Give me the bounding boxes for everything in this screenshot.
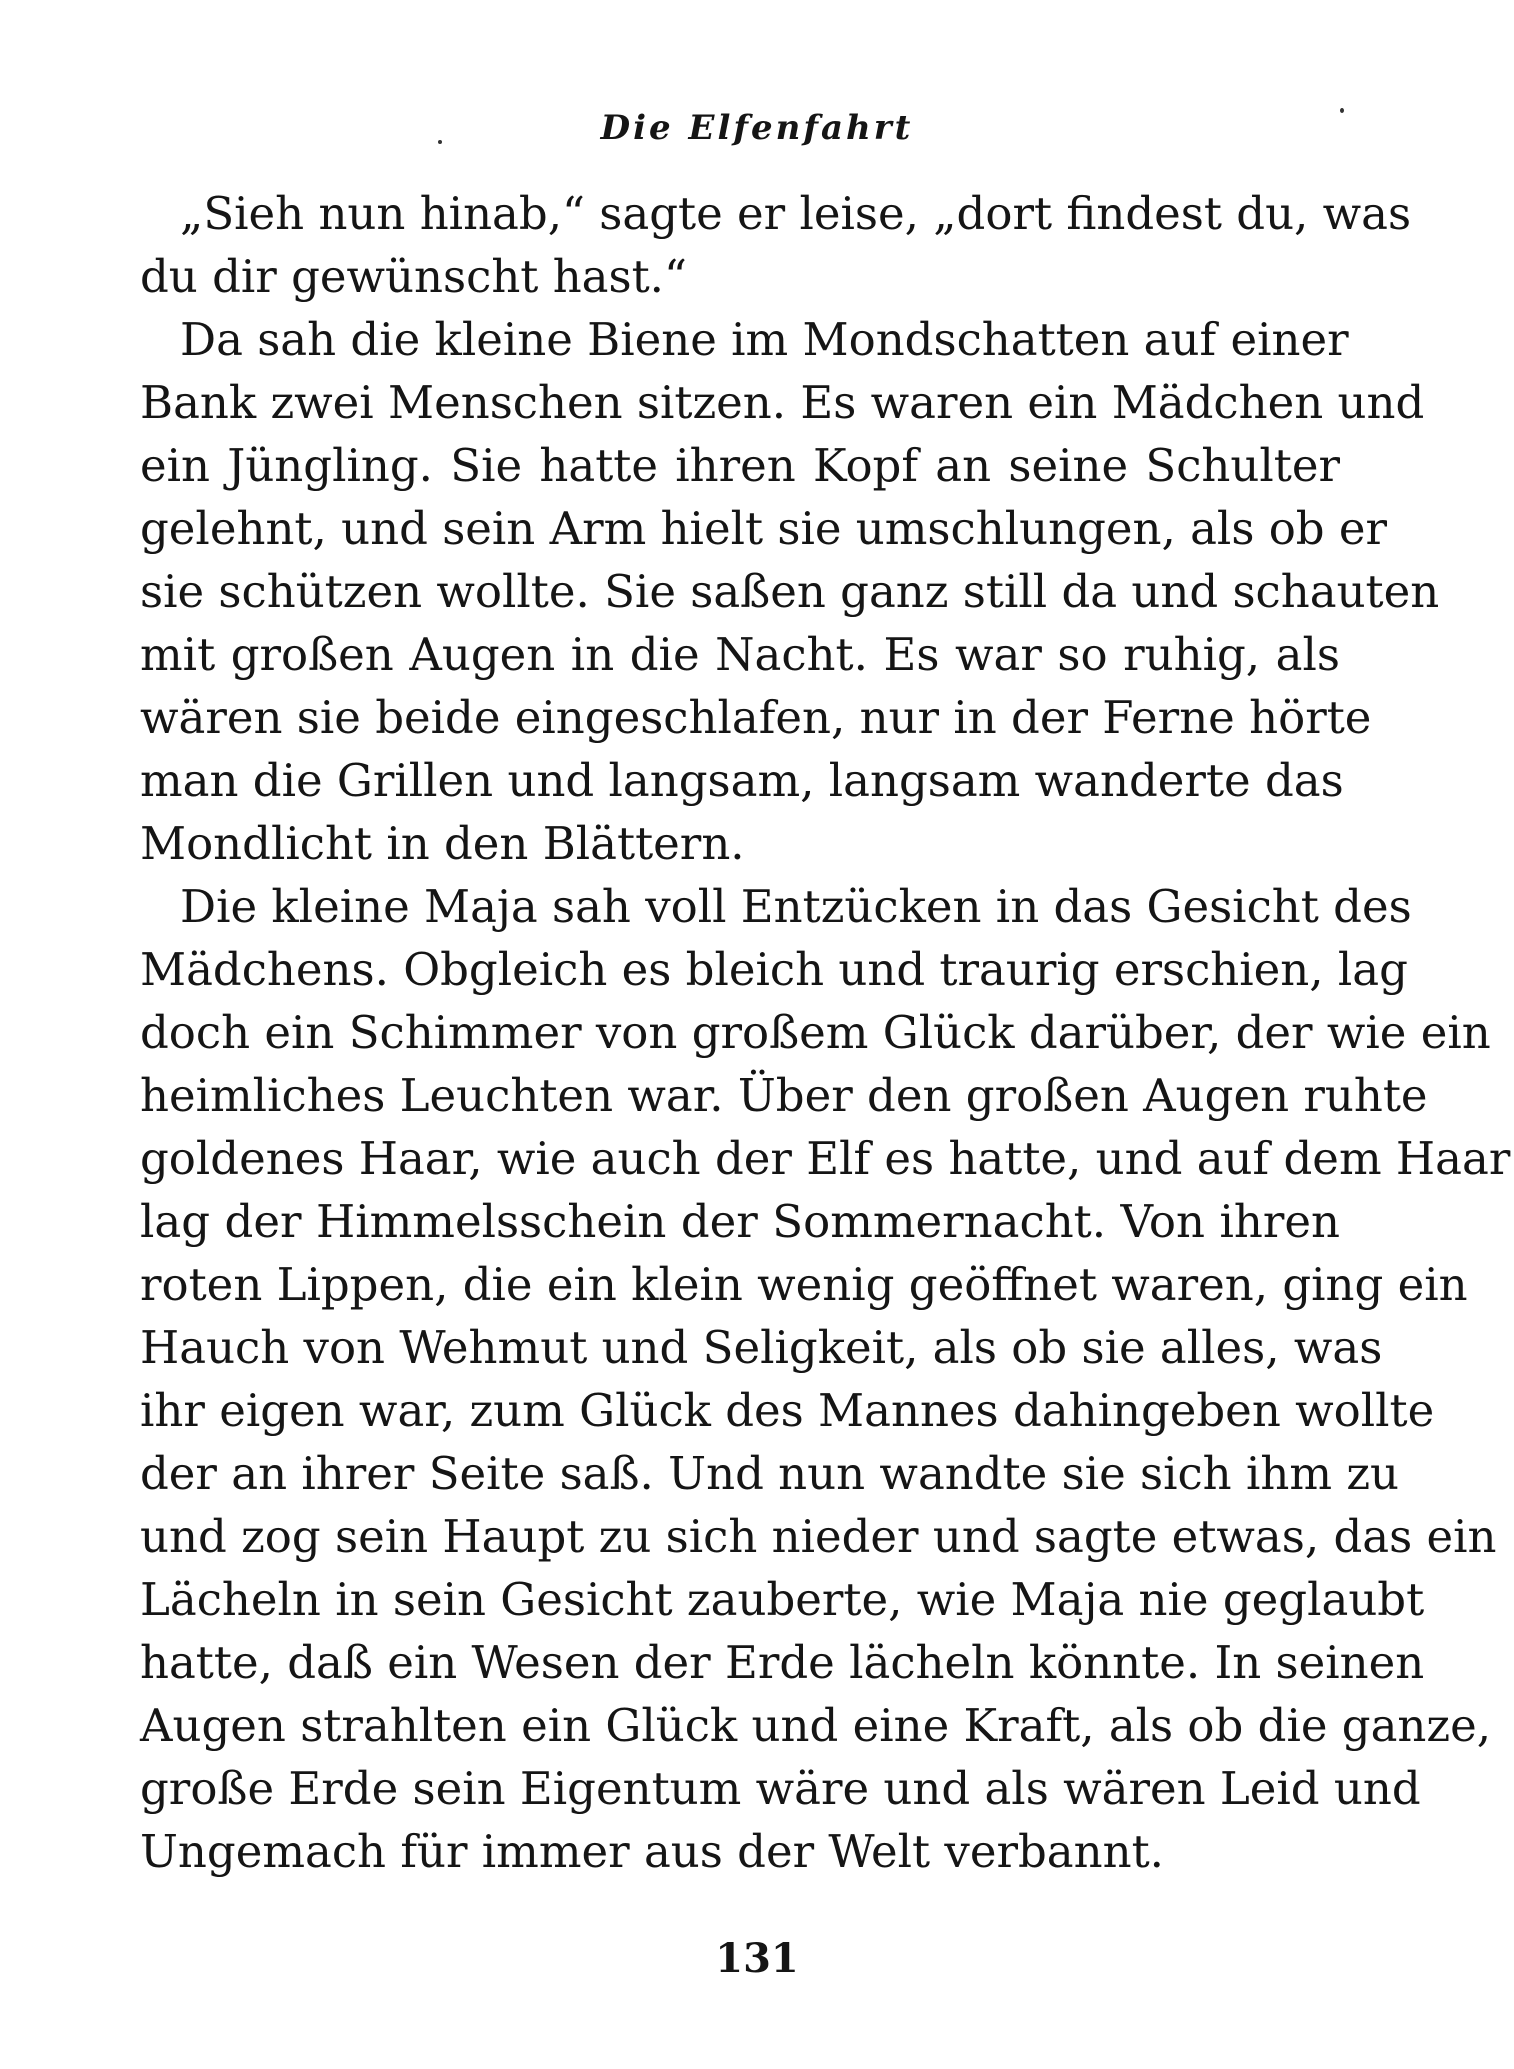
text-line: Hauch von Wehmut und Seligkeit, als ob sie alles, was [140, 1321, 1383, 1374]
text-line: wären sie beide eingeschlafen, nur in der Ferne hörte [140, 691, 1372, 744]
text-line: du dir gewünscht hast.“ [140, 250, 687, 303]
scan-speck [438, 140, 442, 144]
text-line: und zog sein Haupt zu sich nieder und sagte etwas, das ein [140, 1510, 1497, 1563]
text-line: doch ein Schimmer von großem Glück darüber, der wie ein [140, 1006, 1491, 1059]
text-line: heimliches Leuchten war. Über den großen Augen ruhte [140, 1069, 1428, 1122]
text-line: „Sieh nun hinab,“ sagte er leise, „dort findest du, was [180, 187, 1412, 240]
text-line: Mondlicht in den Blättern. [140, 817, 745, 870]
paragraph [140, 308, 1440, 875]
text-line: Da sah die kleine Biene im Mondschatten auf einer [180, 313, 1349, 366]
text-line: roten Lippen, die ein klein wenig geöffnet waren, ging ein [140, 1258, 1468, 1311]
paragraph [140, 182, 1412, 308]
text-line: man die Grillen und langsam, langsam wanderte das [140, 754, 1344, 807]
text-line: der an ihrer Seite saß. Und nun wandte sie sich ihm zu [140, 1447, 1400, 1500]
text-line: lag der Himmelsschein der Sommernacht. Von ihren [140, 1195, 1340, 1248]
text-line: ein Jüngling. Sie hatte ihren Kopf an seine Schulter [140, 439, 1340, 492]
text-line: sie schützen wollte. Sie saßen ganz still da und schauten [140, 565, 1440, 618]
text-line: Mädchens. Obgleich es bleich und traurig erschien, lag [140, 943, 1408, 996]
text-line: ihr eigen war, zum Glück des Mannes dahingeben wollte [140, 1384, 1435, 1437]
text-line: Die kleine Maja sah voll Entzücken in das Gesicht des [180, 880, 1412, 933]
scan-speck [1340, 108, 1344, 113]
page-number: 131 [715, 1935, 799, 1982]
body-text [140, 182, 1511, 1883]
text-line: Lächeln in sein Gesicht zauberte, wie Maja nie geglaubt [140, 1573, 1425, 1626]
text-line: Augen strahlten ein Glück und eine Kraft, als ob die ganze, [140, 1699, 1492, 1752]
paragraph [140, 875, 1511, 1883]
text-line: Bank zwei Menschen sitzen. Es waren ein Mädchen und [140, 376, 1425, 429]
text-line: mit großen Augen in die Nacht. Es war so ruhig, als [140, 628, 1340, 681]
running-head: Die Elfenfahrt [600, 108, 914, 148]
text-line: große Erde sein Eigentum wäre und als wären Leid und [140, 1762, 1421, 1815]
text-line: goldenes Haar, wie auch der Elf es hatte, und auf dem Haar [140, 1132, 1511, 1185]
text-line: hatte, daß ein Wesen der Erde lächeln könnte. In seinen [140, 1636, 1425, 1689]
text-line: Ungemach für immer aus der Welt verbannt. [140, 1825, 1164, 1878]
text-line: gelehnt, und sein Arm hielt sie umschlungen, als ob er [140, 502, 1388, 555]
